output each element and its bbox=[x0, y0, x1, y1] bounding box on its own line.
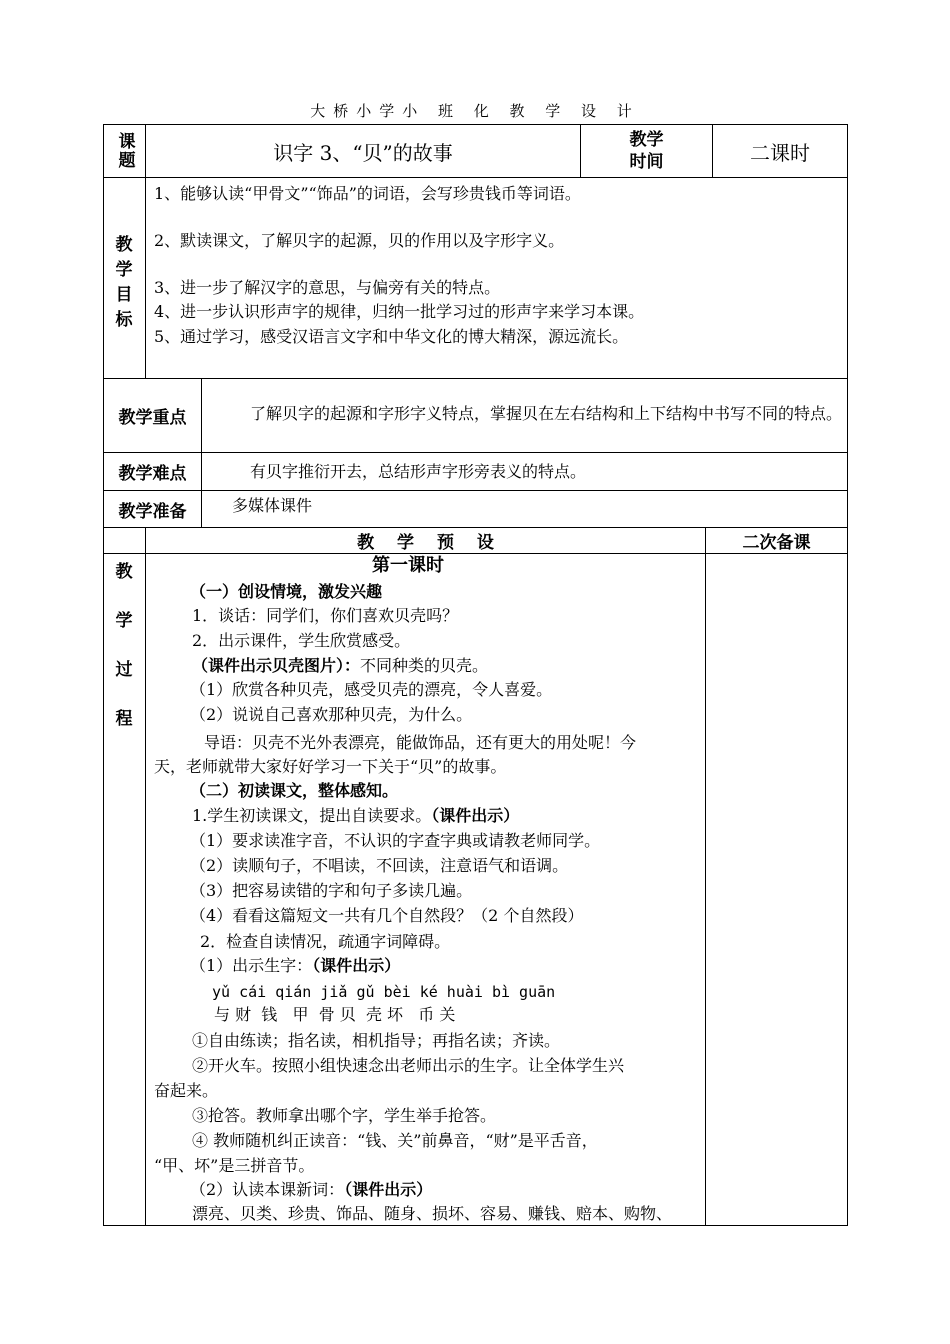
key-point-text: 了解贝字的起源和字形字义特点，掌握贝在左右结构和上下结构中书写不同的特点。 bbox=[250, 404, 843, 423]
process-line: ②开火车。按照小组快速念出老师出示的生字。让全体学生兴 bbox=[192, 1056, 625, 1075]
process-line-text: （2）认读本课新词： bbox=[190, 1180, 345, 1199]
row-divider bbox=[103, 378, 848, 379]
topic-value: 识字 3、“贝”的故事 bbox=[273, 140, 453, 165]
process-line: ③抢答。教师拿出哪个字，学生举手抢答。 bbox=[192, 1106, 497, 1125]
table-border-right bbox=[847, 124, 848, 1226]
objective-item: 1、能够认读“甲骨文”“饰品”的词语，会写珍贵钱币等词语。 bbox=[154, 184, 581, 203]
process-line: 奋起来。 bbox=[154, 1081, 219, 1100]
courseware-note: （课件出示） bbox=[344, 1180, 433, 1199]
process-label-char: 学 bbox=[115, 611, 133, 631]
process-line: （3）把容易读错的字和句子多读几遍。 bbox=[190, 881, 473, 900]
difficulty-text: 有贝字推衍开去，总结形声字形旁表义的特点。 bbox=[250, 462, 587, 481]
objectives-label-char: 标 bbox=[115, 310, 133, 330]
process-line: （1）要求读准字音，不认识的字查字典或请教老师同学。 bbox=[190, 831, 601, 850]
section-heading: （二）初读课文，整体感知。 bbox=[190, 781, 399, 800]
process-line-text: （1）出示生字： bbox=[190, 956, 313, 975]
process-label-char: 过 bbox=[115, 660, 133, 680]
row-divider bbox=[103, 177, 848, 178]
process-line: 导语：贝壳不光外表漂亮，能做饰品，还有更大的用处呢！今 bbox=[204, 733, 637, 752]
process-line: 2．检查自读情况，疏通字词障碍。 bbox=[200, 932, 451, 951]
process-line: ④ 教师随机纠正读音：“钱、关”前鼻音，“财”是平舌音， bbox=[192, 1131, 598, 1150]
teaching-time-label bbox=[581, 125, 712, 177]
process-line-text: 1.学生初读课文，提出自读要求。 bbox=[192, 806, 432, 825]
col-divider bbox=[705, 527, 706, 1226]
pinyin-line: yǔ cái qián jiǎ gǔ bèi ké huài bì guān bbox=[212, 983, 556, 1001]
topic-label-text: 课题 bbox=[114, 132, 135, 170]
process-label-char: 教 bbox=[115, 562, 133, 582]
process-line: （1）欣赏各种贝壳，感受贝壳的漂亮，令人喜爱。 bbox=[190, 680, 553, 699]
lesson-title: 第一课时 bbox=[372, 555, 444, 576]
col-divider bbox=[201, 378, 202, 528]
teaching-time-value: 二课时 bbox=[750, 140, 810, 165]
courseware-note: （课件出示） bbox=[431, 806, 520, 825]
objectives-label-char: 教 bbox=[115, 235, 133, 255]
process-line bbox=[190, 1178, 432, 1202]
vocabulary-line: 漂亮、贝类、珍贵、饰品、随身、损坏、容易、赚钱、赔本、购物、 bbox=[192, 1204, 673, 1223]
characters-line: 与 财 钱 甲 骨 贝 壳 坏 币 关 bbox=[214, 1005, 456, 1024]
key-point-label: 教学重点 bbox=[118, 408, 187, 428]
section-heading: （一）创设情境，激发兴趣 bbox=[190, 582, 383, 601]
topic-label bbox=[104, 125, 145, 177]
difficulty-label: 教学难点 bbox=[118, 464, 187, 484]
school-title: 大桥小学小 班 化 教 学 设 计 bbox=[310, 102, 640, 120]
teaching-preset-header: 教 学 预 设 bbox=[357, 533, 494, 553]
process-line bbox=[192, 804, 519, 828]
objective-item: 4、进一步认识形声字的规律，归纳一批学习过的形声字来学习本课。 bbox=[154, 302, 645, 321]
process-line: ①自由练读；指名读，相机指导；再指名读；齐读。 bbox=[192, 1031, 561, 1050]
process-label-char: 程 bbox=[115, 709, 133, 729]
objectives-label-char: 学 bbox=[115, 260, 133, 280]
process-line-text: 不同种类的贝壳。 bbox=[360, 656, 489, 675]
process-line: “甲、坏”是三拼音节。 bbox=[154, 1156, 315, 1175]
second-preparation-header: 二次备课 bbox=[742, 533, 811, 553]
teaching-time-label-line2: 时间 bbox=[629, 152, 664, 172]
col-divider bbox=[145, 527, 146, 1226]
objectives-label-char: 目 bbox=[115, 285, 133, 305]
courseware-note: （课件出示贝壳图片）： bbox=[192, 656, 361, 675]
process-line bbox=[192, 654, 488, 678]
objective-item: 3、进一步了解汉字的意思，与偏旁有关的特点。 bbox=[154, 278, 501, 297]
row-divider bbox=[103, 490, 848, 491]
process-line bbox=[190, 954, 400, 978]
process-line: （2）说说自己喜欢那种贝壳，为什么。 bbox=[190, 705, 473, 724]
process-line: 天，老师就带大家好好学习一下关于“贝”的故事。 bbox=[154, 757, 507, 776]
process-line: 1．谈话：同学们，你们喜欢贝壳吗？ bbox=[192, 606, 459, 625]
courseware-note: （课件出示） bbox=[312, 956, 401, 975]
process-line: 2．出示课件，学生欣赏感受。 bbox=[192, 631, 411, 650]
process-line: （4）看看这篇短文一共有几个自然段？（2 个自然段） bbox=[190, 906, 584, 925]
objective-item: 2、默读课文，了解贝字的起源，贝的作用以及字形字义。 bbox=[154, 231, 565, 250]
preparation-label: 教学准备 bbox=[118, 501, 187, 522]
objective-item: 5、通过学习，感受汉语言文字和中华文化的博大精深，源远流长。 bbox=[154, 327, 629, 346]
process-line: （2）读顺句子，不唱读，不回读，注意语气和语调。 bbox=[190, 856, 569, 875]
row-divider bbox=[103, 553, 848, 554]
preparation-text: 多媒体课件 bbox=[232, 496, 313, 515]
teaching-time-label-line1: 教学 bbox=[629, 130, 664, 150]
row-divider bbox=[103, 452, 848, 453]
